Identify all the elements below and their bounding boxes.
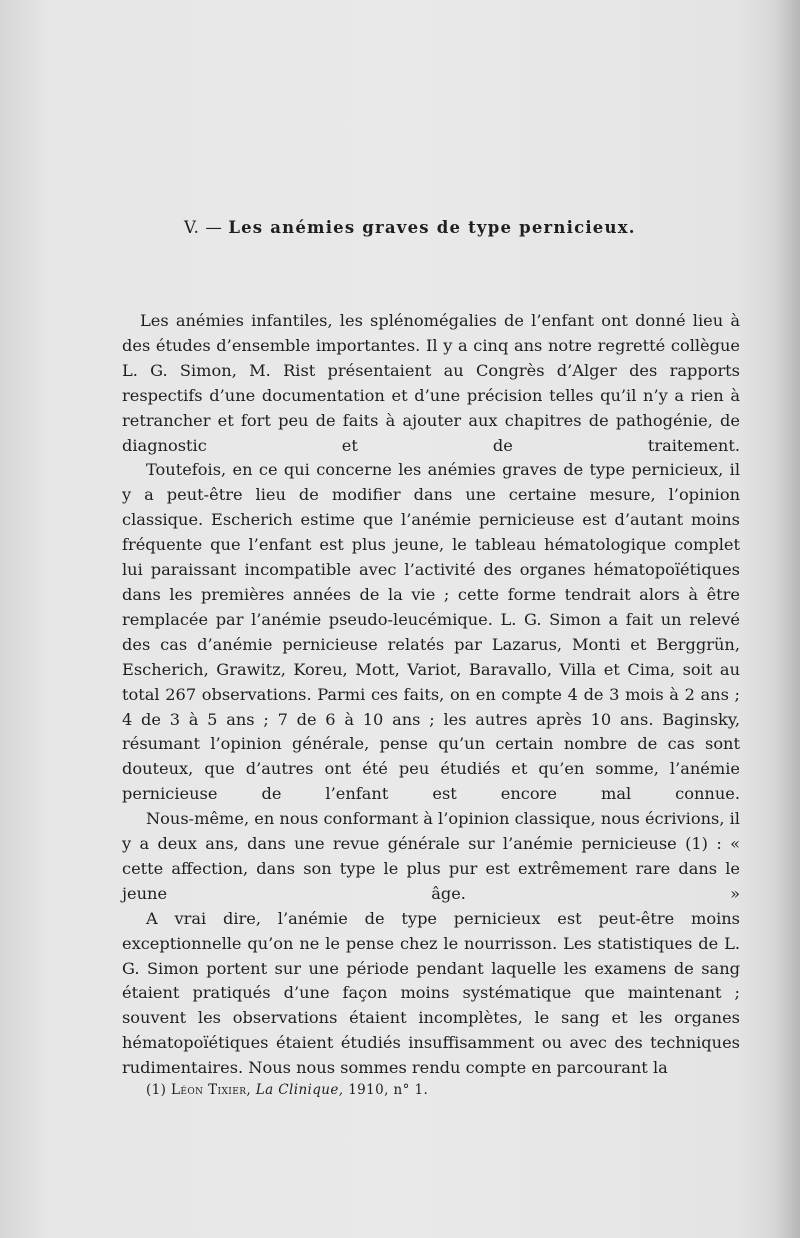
section-title: Les anémies graves de type pernicieux. xyxy=(228,218,636,237)
paragraph-2: Toutefois, en ce qui concerne les anémies graves de type pernicieux, il y a peut-être lieu de modifier dans une certaine mesure, l’opinion classique. Escherich estime que l’anémie pernicieuse est d’autant moins fréquente que l’enfant est plus jeune, le tableau hématologique complet lui paraissant incompatible avec l’activité des organes hématopoïétiques dans les premières années de la vie ; cette forme tendrait alors à être remplacée par l’anémie pseudo-leucémique. L. G. Simon a fait un relevé des cas d’anémie pernicieuse relatés par Lazarus, Monti et Berggrün, Escherich, Grawitz, Koreu, Mott, Variot, Baravallo, Villa et Cima, soit au total 267 observations. Parmi ces faits, on en compte 4 de 3 mois à 2 ans ; 4 de 3 à 5 ans ; 7 de 6 à 10 ans ; les autres après 10 ans. Baginsky, résumant l’opinion générale, pense qu’un certain nombre de cas sont douteux, que d’autres ont été peu étudiés et qu’en somme, l’anémie pernicieuse de l’enfant est encore mal connue. xyxy=(122,460,740,804)
footnote xyxy=(146,1082,428,1098)
section-number: V. xyxy=(184,218,200,237)
paragraph-4: A vrai dire, l’anémie de type pernicieux est peut-être moins exceptionnelle qu’on ne le pense chez le nourrisson. Les statistiques de L. G. Simon portent sur une période pendant laquelle les examens de sang étaient pratiqués d’une façon moins systématique que maintenant ; souvent les observations étaient incomplètes, le sang et les organes hématopoïétiques étaient étudiés insuffisamment ou avec des techniques rudimentaires. Nous nous sommes rendu compte en parcourant la xyxy=(122,908,740,1078)
paragraph-3: Nous-même, en nous conformant à l’opinion classique, nous écrivions, il y a deux ans, dans une revue générale sur l’anémie pernicieuse (1) : « cette affection, dans son type le plus pur est extrêmement rare dans le jeune âge. » xyxy=(122,809,740,903)
footnote-journal: La Clinique, xyxy=(255,1082,344,1098)
page-edge-shadow xyxy=(774,0,800,1238)
footnote-details: 1910, n° 1. xyxy=(348,1082,429,1098)
footnote-author: Léon Tixier, xyxy=(171,1082,252,1098)
section-dash: — xyxy=(205,218,223,237)
body-text xyxy=(122,309,740,1081)
section-heading xyxy=(184,218,684,237)
paragraph-1: Les anémies infantiles, les splénomégalies de l’enfant ont donné lieu à des études d’ensemble importantes. Il y a cinq ans notre regretté collègue L. G. Simon, M. Rist présentaient au Congrès d’Alger des rapports respectifs d’une documentation et d’une précision telles qu’il n’y a rien à retrancher et fort peu de faits à ajouter aux chapitres de pathogénie, de diagnostic et de traitement. xyxy=(122,311,740,455)
footnote-marker: (1) xyxy=(146,1082,167,1098)
